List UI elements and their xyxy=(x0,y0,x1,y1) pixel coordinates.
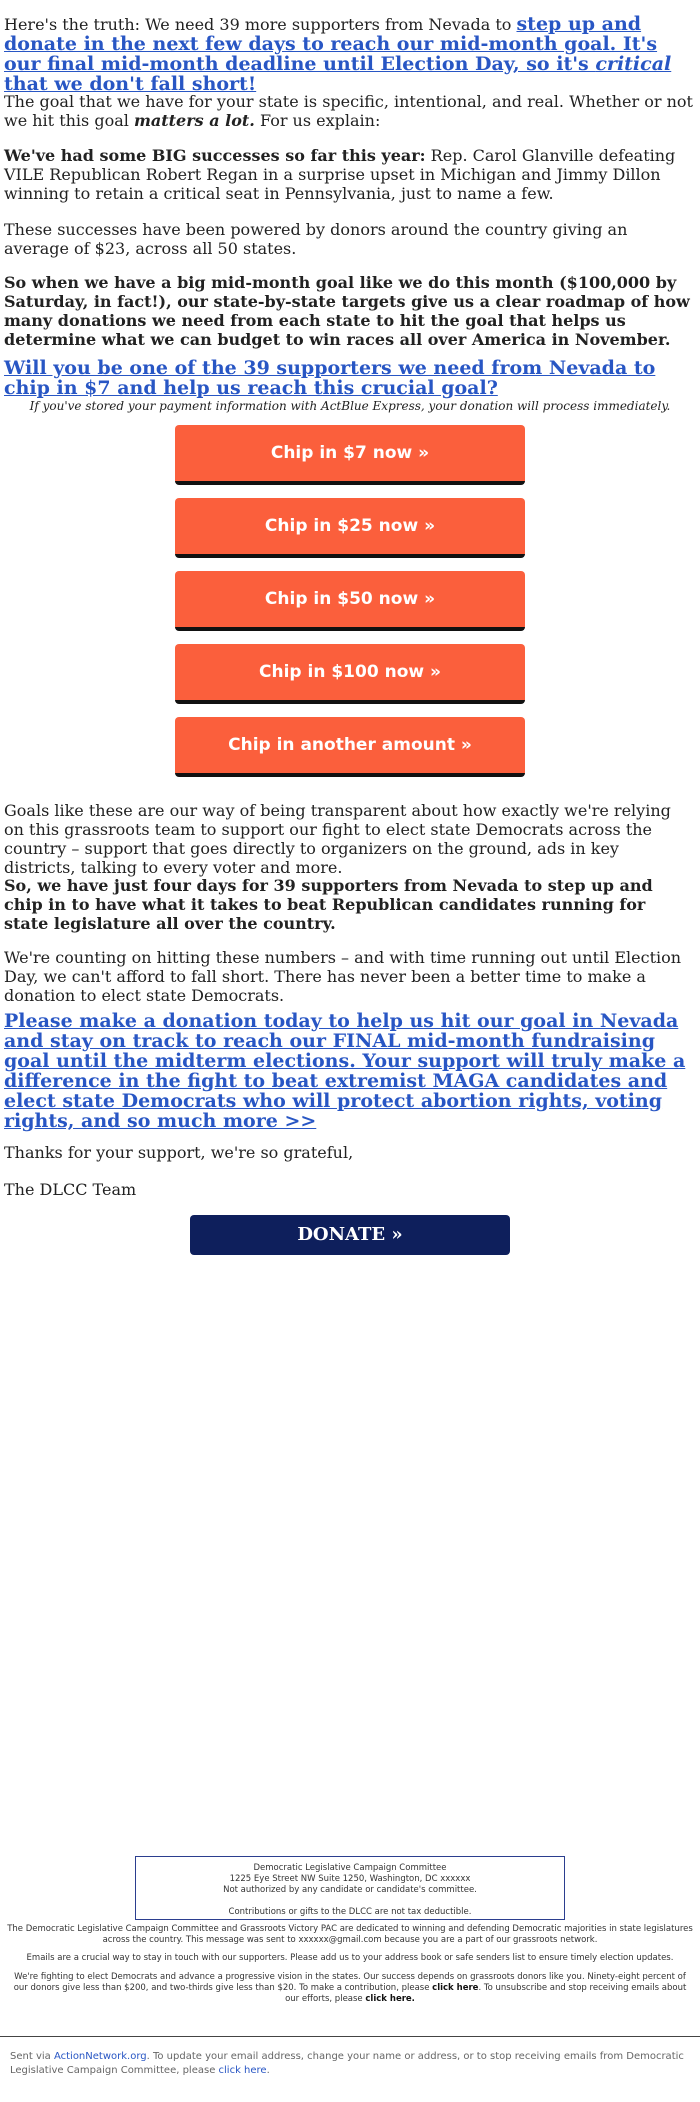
footer-not-authorized: Not authorized by any candidate or candidate's committee. xyxy=(223,1885,477,1895)
counting-paragraph: We're counting on hitting these numbers – and with time running out until Election Day, we can't afford to fall short. There has never been a better time to make a donation to elect state Democrats. xyxy=(4,948,682,1005)
footer-org: Democratic Legislative Campaign Committee xyxy=(253,1863,447,1873)
footer-mission: The Democratic Legislative Campaign Committee and Grassroots Victory PAC are dedicated to winning and defending Democratic majorities in state legislatures across the country. This message was sent to xxxxxx@gmail.com because you are a part of our grassroots network. xyxy=(7,1924,693,1945)
intro-donate-link[interactable]: step up and donate in the next few days to reach our mid-month goal. It's our final mid-month deadline until Election Day, so it's critical that we don't fall short! xyxy=(4,13,672,95)
final-donate-link[interactable]: Please make a donation today to help us hit our goal in Nevada and stay on track to reach our FINAL mid-month fundraising goal until the midterm elections. Your support will truly make a difference in the fight to beat extremist MAGA candidates and elect state Democrats who will protect abortion rights, voting rights, and so much more >> xyxy=(4,1010,686,1132)
footer-fighting: We're fighting to elect Democrats and advance a progressive vision in the states. Our success depends on grassroots donors like you. Ninety-eight percent of our donors give less than $200, and two-thirds give less than $20. To make a contribution, please click here. To unsubscribe and stop receiving emails about our efforts, please click here. xyxy=(13,1972,687,2004)
footer-address-box xyxy=(135,1856,565,1920)
thanks-text: Thanks for your support, we're so grateful, xyxy=(4,1143,354,1162)
chip-in-25-button[interactable]: Chip in $25 now » xyxy=(175,498,525,558)
action-network-link[interactable]: ActionNetwork.org xyxy=(53,2051,147,2062)
donate-button[interactable]: DONATE » xyxy=(190,1215,510,1255)
unsubscribe-link[interactable]: click here. xyxy=(365,1994,415,2004)
chip-in-other-button[interactable]: Chip in another amount » xyxy=(175,717,525,777)
sent-via-text: Sent via ActionNetwork.org. To update your email address, change your name or address, or to stop receiving emails from Democratic Legislative Campaign Committee, please click here. xyxy=(10,2051,684,2076)
ask-link[interactable]: Will you be one of the 39 supporters we need from Nevada to chip in $7 and help us reach this crucial goal? xyxy=(4,357,656,399)
signature: The DLCC Team xyxy=(4,1180,137,1199)
donors-paragraph: These successes have been powered by donors around the country giving an average of $23, across all 50 states. xyxy=(4,220,628,258)
update-email-link[interactable]: click here xyxy=(218,2065,267,2076)
goal-paragraph: The goal that we have for your state is specific, intentional, and real. Whether or not we hit this goal matters a lot. For us explain: xyxy=(4,92,693,130)
footer-divider xyxy=(0,2036,700,2037)
goals-paragraph: Goals like these are our way of being transparent about how exactly we're relying on this grassroots team to support our fight to elect state Democrats across the country – support that goes directly to organizers on the ground, ads in key districts, talking to every voter and more. xyxy=(4,801,671,877)
footer-emails: Emails are a crucial way to stay in touch with our supporters. Please add us to your address book or safe senders list to ensure timely election updates. xyxy=(26,1953,674,1963)
chip-in-50-button[interactable]: Chip in $50 now » xyxy=(175,571,525,631)
roadmap-paragraph: So when we have a big mid-month goal like we do this month ($100,000 by Saturday, in fact!), our state-by-state targets give us a clear roadmap of how many donations we need from each state to hit the goal that helps us determine what we can budget to win races all over America in November. xyxy=(4,273,690,349)
intro-lead: Here's the truth: We need 39 more supporters from Nevada to xyxy=(4,15,517,34)
footer-address: 1225 Eye Street NW Suite 1250, Washington, DC xxxxxx xyxy=(229,1874,471,1884)
intro-paragraph xyxy=(4,14,694,94)
four-days-paragraph: So, we have just four days for 39 supporters from Nevada to step up and chip in to have what it takes to beat Republican candidates running for state legislature all over the country. xyxy=(4,876,653,933)
success-paragraph: We've had some BIG successes so far this year: Rep. Carol Glanville defeating VILE Republican Robert Regan in a surprise upset in Michigan and Jimmy Dillon winning to retain a critical seat in Pennsylvania, just to name a few. xyxy=(4,146,676,203)
contribute-link[interactable]: click here xyxy=(432,1983,479,1993)
footer-tax: Contributions or gifts to the DLCC are not tax deductible. xyxy=(228,1907,472,1917)
chip-in-100-button[interactable]: Chip in $100 now » xyxy=(175,644,525,704)
chip-in-7-button[interactable]: Chip in $7 now » xyxy=(175,425,525,485)
express-note: If you've stored your payment information with ActBlue Express, your donation will process immediately. xyxy=(29,399,671,413)
